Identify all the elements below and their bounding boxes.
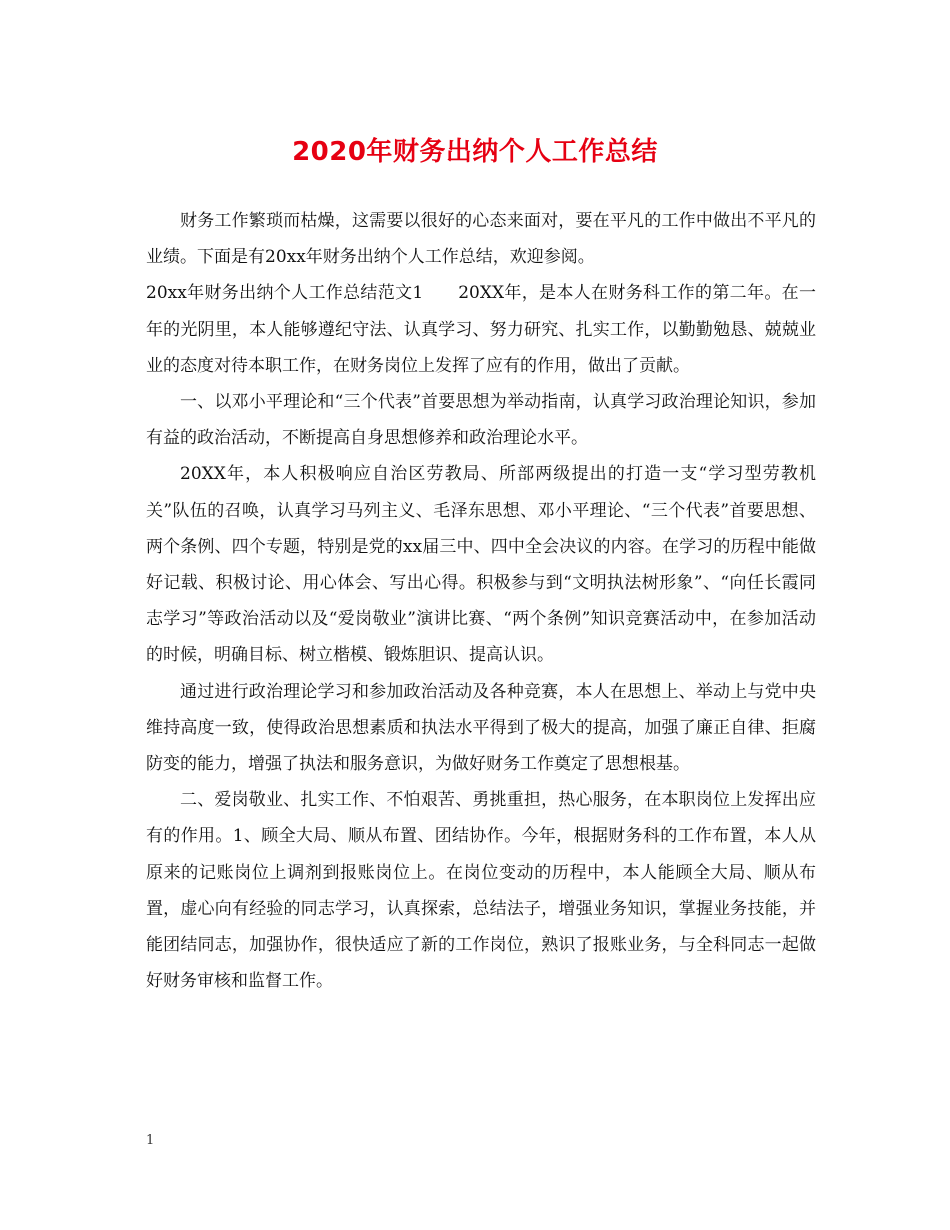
document-body [146,203,816,999]
paragraph-sample-heading: 20xx年财务出纳个人工作总结范文1 20XX年，是本人在财务科工作的第二年。在一年的光阴里，本人能够遵纪守法、认真学习、努力研究、扎实工作，以勤勤勉恳、兢兢业业的态度对待本职工作，在财务岗位上发挥了应有的作用，做出了贡献。 [146,283,816,376]
paragraph-study: 20XX年，本人积极响应自治区劳教局、所部两级提出的打造一支“学习型劳教机关”队伍的召唤，认真学习马列主义、毛泽东思想、邓小平理论、“三个代表”首要思想、两个条例、四个专题，特别是党的xx届三中、四中全会决议的内容。在学习的历程中能做好记载、积极讨论、用心体会、写出心得。积极参与到“文明执法树形象”、“向任长霞同志学习”等政治活动以及“爱岗敬业”演讲比赛、“两个条例”知识竞赛活动中，在参加活动的时候，明确目标、树立楷模、锻炼胆识、提高认识。 [146,464,816,666]
paragraph-intro: 财务工作繁琐而枯燥，这需要以很好的心态来面对，要在平凡的工作中做出不平凡的业绩。下面是有20xx年财务出纳个人工作总结，欢迎参阅。 [146,211,816,268]
page-number: 1 [146,1133,155,1148]
paragraph-section-one: 一、以邓小平理论和“三个代表”首要思想为举动指南，认真学习政治理论知识，参加有益的政治活动，不断提高自身思想修养和政治理论水平。 [146,392,816,449]
paragraph-result: 通过进行政治理论学习和参加政治活动及各种竞赛，本人在思想上、举动上与党中央维持高度一致，使得政治思想素质和执法水平得到了极大的提高，加强了廉正自律、拒腐防变的能力，增强了执法和服务意识，为做好财务工作奠定了思想根基。 [146,681,816,775]
paragraph-section-two: 二、爱岗敬业、扎实工作、不怕艰苦、勇挑重担，热心服务，在本职岗位上发挥出应有的作用。1、顾全大局、顺从布置、团结协作。今年，根据财务科的工作布置，本人从原来的记账岗位上调剂到报账岗位上。在岗位变动的历程中，本人能顾全大局、顺从布置，虚心向有经验的同志学习，认真探索，总结法子，增强业务知识，掌握业务技能，并能团结同志，加强协作，很快适应了新的工作岗位，熟识了报账业务，与全科同志一起做好财务审核和监督工作。 [146,790,816,992]
document-title: 2020年财务出纳个人工作总结 [292,137,658,167]
